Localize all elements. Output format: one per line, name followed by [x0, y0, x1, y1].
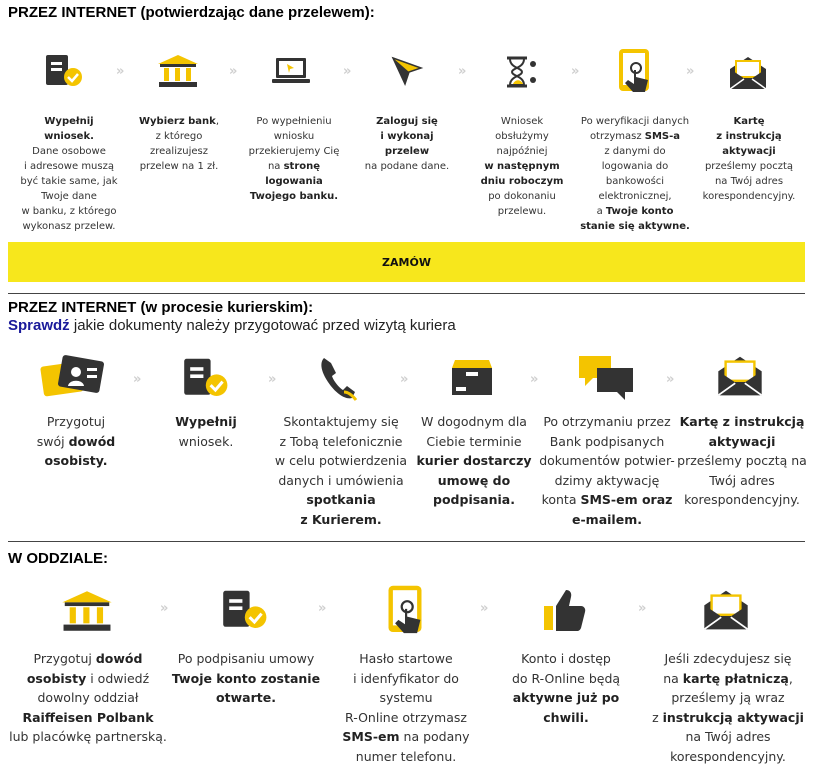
courier-step2-text: Wypełnij wniosek. — [175, 414, 237, 449]
divider — [8, 293, 805, 294]
tablet-touch-icon — [614, 48, 654, 98]
order-button[interactable]: ZAMÓW — [8, 242, 805, 282]
arrow-icon: » — [480, 601, 487, 616]
envelope-icon — [702, 588, 750, 636]
section3-title: W ODDZIALE: — [8, 550, 108, 567]
courier-step5-text: Po otrzymaniu przez Bank podpisanych dokumentów potwier- dzimy aktywację konta SMS-em oraz e-mailem. — [539, 414, 675, 527]
arrow-icon: » — [400, 372, 407, 387]
arrow-icon: » — [686, 64, 693, 79]
arrow-icon: » — [458, 64, 465, 79]
hourglass-icon — [502, 54, 540, 94]
bank-icon — [157, 54, 199, 92]
step4-text: Zaloguj się i wykonaj przelew na podane dane. — [364, 116, 450, 172]
cursor-icon — [390, 56, 424, 92]
branch-step5-text: Jeśli zdecydujesz się na kartę płatniczą, prześlemy ją wraz z instrukcją aktywacji na Twój adres korespondencyjny. — [652, 651, 804, 764]
branch-step3-text: Hasło startowe i idenfyfikator do systemu R-Online otrzymasz SMS-em na podany numer telefonu. — [342, 651, 470, 764]
envelope-icon — [728, 55, 768, 95]
arrow-icon: » — [638, 601, 645, 616]
tablet-touch-icon — [383, 584, 427, 640]
arrow-icon: » — [666, 372, 673, 387]
step3-text: Po wypełnieniu wniosku przekierujemy Cię na stronę logowania Twojego banku. — [248, 116, 340, 202]
arrow-icon: » — [571, 64, 578, 79]
branch-step2-text: Po podpisaniu umowy Twoje konto zostanie otwarte. — [171, 651, 321, 705]
arrow-icon: » — [116, 64, 123, 79]
arrow-icon: » — [318, 601, 325, 616]
id-card-icon — [40, 354, 106, 406]
step2-text: Wybierz bank, z którego zrealizujesz przelew na 1 zł. — [138, 116, 219, 172]
arrow-icon: » — [133, 372, 140, 387]
step1-text: Wypełnij wniosek. Dane osobowe i adresowe muszą być takie same, jak Twoje dane w banku, z którego wykonasz przelew. — [20, 116, 118, 232]
courier-step6-text: Kartę z instrukcją aktywacji prześlemy pocztą na Twój adres korespondencyjny. — [677, 414, 807, 507]
branch-step1-text: Przygotuj dowód osobisty i odwiedź dowolny oddział Raiffeisen Polbank lub placówkę partnerską. — [9, 651, 167, 744]
divider — [8, 541, 805, 542]
thumbs-up-icon — [542, 588, 586, 636]
courier-step1-text: Przygotuj swój dowód osobisty. — [36, 414, 116, 468]
document-check-icon — [222, 588, 270, 636]
bank-icon — [61, 590, 113, 636]
arrow-icon: » — [530, 372, 537, 387]
step7-text: Kartę z instrukcją aktywacji prześlemy pocztą na Twój adres korespondencyjny. — [702, 116, 796, 202]
phone-icon — [318, 354, 360, 406]
chat-bubbles-icon — [577, 354, 635, 404]
branch-step4-text: Konto i dostęp do R-Online będą aktywne już po chwili. — [511, 651, 621, 725]
check-link[interactable]: Sprawdź — [8, 317, 70, 334]
arrow-icon: » — [160, 601, 167, 616]
document-check-icon — [183, 356, 231, 404]
document-check-icon — [45, 53, 85, 93]
laptop-icon — [271, 56, 311, 92]
courier-step3-text: Skontaktujemy się z Tobą telefonicznie w celu potwierdzenia danych i umówienia spotkania z Kurierem. — [274, 414, 408, 527]
arrow-icon: » — [343, 64, 350, 79]
arrow-icon: » — [229, 64, 236, 79]
arrow-icon: » — [268, 372, 275, 387]
section1-title: PRZEZ INTERNET (potwierdzając dane przelewem): — [8, 4, 375, 21]
package-icon — [451, 358, 493, 400]
check-documents-text: Sprawdź jakie dokumenty należy przygotować przed wizytą kuriera — [8, 317, 456, 334]
step5-text: Wniosek obsłużymy najpóźniej w następnym dniu roboczym po dokonaniu przelewu. — [480, 116, 564, 217]
envelope-icon — [716, 354, 764, 402]
step6-text: Po weryfikacji danych otrzymasz SMS-a z danymi do logowania do bankowości elektronicznej, a Twoje konto stanie się aktywne. — [580, 116, 690, 232]
section2-title: PRZEZ INTERNET (w procesie kurierskim): — [8, 299, 314, 316]
courier-step4-text: W dogodnym dla Ciebie terminie kurier dostarczy umowę do podpisania. — [416, 414, 532, 507]
